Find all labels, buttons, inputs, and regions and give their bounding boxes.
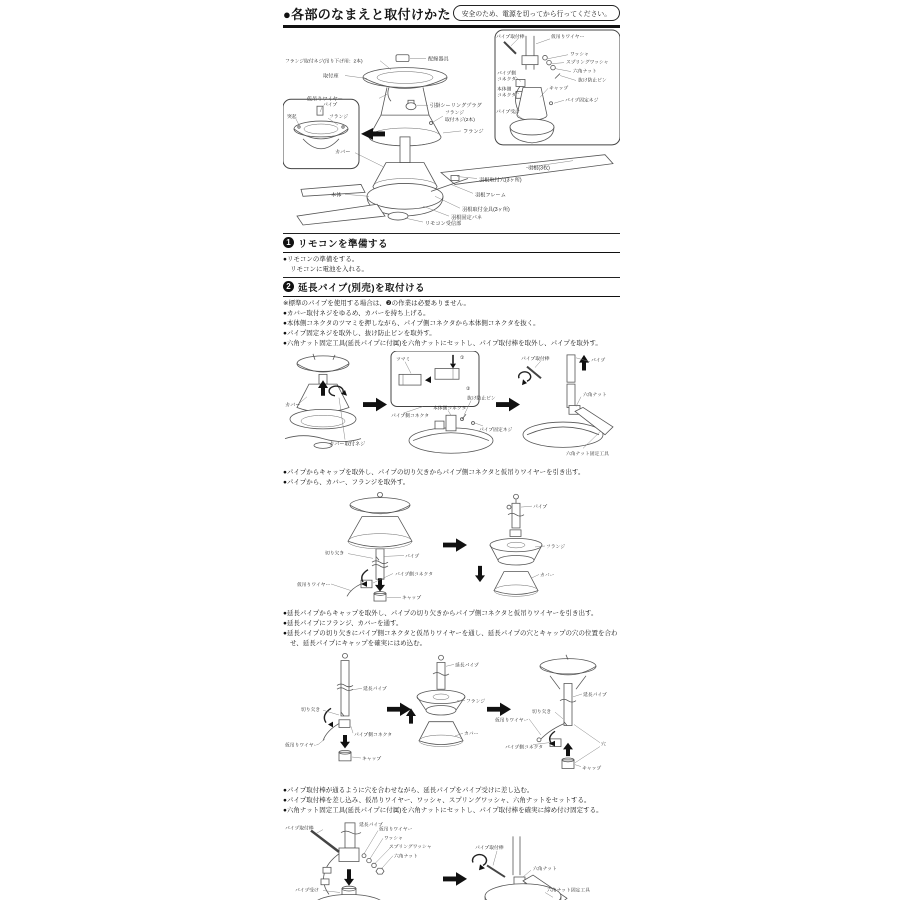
label-blade-frame: 羽根フレーム <box>475 191 506 198</box>
label-hex-nut: 六角ナット <box>394 854 418 860</box>
label-cover: カバー <box>285 402 301 409</box>
label-hole: 穴 <box>601 741 606 747</box>
figure-step2 <box>283 490 620 607</box>
step-line: ●カバー取付ネジをゆるめ、カバーを持ち上げる。 <box>283 309 430 317</box>
label-cover: カバー <box>540 572 555 578</box>
section-1-body <box>283 255 620 275</box>
label-ext-pipe: 延長パイプ <box>455 662 479 668</box>
step-line: リモコンに電池を入れる。 <box>290 265 368 273</box>
page-title: ●各部のなまえと取付けかた <box>283 7 451 22</box>
panel-thread-flange-cover <box>406 656 465 747</box>
label-notch: 切り欠き <box>532 709 552 715</box>
label-pipe-rod: パイプ取付棒 <box>496 34 525 40</box>
label-blades: 羽根(3枚) <box>528 165 550 172</box>
label-pipe-connector: パイプ側コネクタ <box>391 414 430 420</box>
label-spring-washer: スプリングワッシャ <box>389 844 432 850</box>
label-temp-wire: 仮吊りワイヤー <box>285 742 319 748</box>
step-line: ●パイプ固定ネジを取外し、抜け防止ピンを取外す。 <box>283 329 436 337</box>
label-temp-wire: 仮吊りワイヤー <box>297 582 331 587</box>
label-body: 本体 <box>331 191 342 198</box>
section-1-title: リモコンを準備する <box>298 238 389 250</box>
label-cap: キャップ <box>402 595 422 601</box>
step-line: ●六角ナット固定工具(延長パイプに付属)を六角ナットにセットし、パイプ取付棒を確実に締め付け固定する。 <box>283 807 603 815</box>
label-ext-pipe: 延長パイプ <box>359 822 383 828</box>
panel-remove-cover-flange <box>475 494 545 596</box>
label-spring-washer: スプリングワッシャ <box>566 60 609 66</box>
label-blade-fitting: 羽根取付金具(3ヶ所) <box>462 206 510 213</box>
step-line: ●延長パイプにフランジ、カバーを通す。 <box>283 620 403 628</box>
section-1-number: 1 <box>283 237 294 248</box>
step3-drawing <box>283 651 620 779</box>
header <box>283 4 620 23</box>
safety-note: 安全のため、電源を切ってから行ってください。 <box>453 5 620 21</box>
arrow-right-icon <box>487 703 511 716</box>
step2-drawing <box>283 490 620 602</box>
label-blade-holes: 羽根取付穴(3ヶ所) <box>479 176 522 183</box>
label-pipe: パイプ <box>533 504 548 510</box>
label-cap: キャップ <box>549 85 569 91</box>
label-temp-wire: 仮吊りワイヤー <box>306 95 343 102</box>
arrow-right-icon <box>496 398 520 412</box>
label-flange-inset: フランジ <box>329 114 349 120</box>
step-line: ●リモコンの準備をする。 <box>283 255 359 263</box>
figure-step4 <box>283 819 620 900</box>
flange-detail-inset <box>283 99 359 168</box>
panel-pull-out-connector <box>331 492 412 601</box>
figure-overview <box>283 28 620 231</box>
step-line: ●六角ナット固定工具(延長パイプに付属)を六角ナットにセットし、パイプ取付棒を取外し、パイプを取外す。 <box>283 339 602 347</box>
step-line: ●パイプからキャップを取外し、パイプの切り欠きからパイプ側コネクタと仮吊りワイヤーを引き出す。 <box>283 468 585 476</box>
label-pipe-holder: パイプ受け <box>295 888 319 893</box>
label-cover: カバー <box>464 731 479 737</box>
label-washer: ワッシャ <box>570 52 589 58</box>
panel-extpipe-pullout <box>318 654 362 761</box>
label-hex-nut: 六角ナット <box>533 866 557 872</box>
label-flange-screw2-line1: フランジ <box>445 110 465 116</box>
section-1-header <box>283 233 620 253</box>
label-temp-wire-inset: 仮吊りワイヤー <box>551 34 585 40</box>
arrow-right-icon <box>363 398 387 412</box>
arrow-right-icon <box>443 872 467 886</box>
label-notch: 切り欠き <box>325 550 345 556</box>
step4-drawing <box>283 819 620 900</box>
label-pipe-inset: パイプ <box>323 102 338 108</box>
label-pipe-connector: パイプ側コネクタ <box>505 744 544 750</box>
label-cap: キャップ <box>582 765 602 771</box>
label-remote-receiver: リモコン受信部 <box>425 220 462 226</box>
label-body-connector: 本体側コネクタ <box>433 406 467 412</box>
section-2-steps-4 <box>283 786 620 816</box>
label-flange: フランジ <box>466 698 486 704</box>
label-ceiling-plug: 引掛シーリングプラグ <box>430 102 482 109</box>
label-mount-base: 取付座 <box>323 73 339 79</box>
panel-remove-pipe <box>519 355 613 448</box>
label-pipe-connector-line2: コネクタ <box>497 76 517 82</box>
step1-drawing <box>283 351 620 461</box>
label-hex-nut: 六角ナット <box>583 392 607 398</box>
label-cover: カバー <box>335 149 351 156</box>
label-cap: キャップ <box>362 756 382 762</box>
step-line: ●パイプ取付棒を差し込み、仮吊りワイヤー、ワッシャ、スプリングワッシャ、六角ナットをセットする。 <box>283 797 591 805</box>
label-hex-tool: 六角ナット固定工具 <box>566 452 609 458</box>
label-protrusion: 突起 <box>287 114 297 120</box>
label-pipe-fix-screw: パイプ固定ネジ <box>565 97 599 103</box>
label-ext-pipe: 延長パイプ <box>583 692 607 698</box>
label-stop-pin: 抜け防止ピン <box>578 77 607 83</box>
content-column <box>283 4 620 900</box>
label-flange-screw2-line2: 取付ネジ(2本) <box>445 117 475 123</box>
label-temp-wire: 仮吊りワイヤー <box>495 718 529 723</box>
fan-exploded-drawing <box>297 54 613 224</box>
note-line: ※標準のパイプを使用する場合は、❷の作業は必要ありません。 <box>283 299 470 307</box>
label-ext-pipe: 延長パイプ <box>363 686 387 692</box>
step-line: ●本体側コネクタのツマミを押しながら、パイプ側コネクタから本体側コネクタを抜く。 <box>283 319 540 327</box>
step-line: ●延長パイプからキャップを取外し、パイプの切り欠きからパイプ側コネクタと仮吊りワイヤーを引き出す。 <box>283 610 598 618</box>
label-flange: フランジ <box>463 128 484 135</box>
label-circle-2: ② <box>466 386 471 392</box>
label-notch: 切り欠き <box>301 707 321 713</box>
label-pipe-rod: パイプ取付棒 <box>475 845 504 851</box>
label-pipe-fix-screw: パイプ固定ネジ <box>479 427 513 433</box>
panel-insert-extpipe <box>311 822 393 900</box>
section-2-steps-2 <box>283 468 620 488</box>
label-hex-nut: 六角ナット <box>573 69 597 75</box>
label-wiring-device: 配線器具 <box>428 56 449 63</box>
label-circle-1: ① <box>460 355 465 361</box>
label-pipe-rod: パイプ取付棒 <box>285 826 314 832</box>
section-2-steps-1 <box>283 299 620 349</box>
label-temp-wire: 仮吊りワイヤー <box>379 827 413 833</box>
figure-step3 <box>283 651 620 784</box>
panel-lift-cover <box>285 354 361 448</box>
label-blade-spring: 羽根固定バネ <box>451 214 483 221</box>
label-pipe-connector: パイプ側コネクタ <box>395 571 433 577</box>
label-body-connector-line2: コネクタ <box>497 92 517 98</box>
step-line: ●延長パイプの切り欠きにパイプ側コネクタと仮吊りワイヤーを通し、延長パイプの穴とキャップの穴の位置を合わせ、延長パイプにキャップを確実にはめ込む。 <box>283 630 618 648</box>
label-stop-pin: 抜け防止ピン <box>467 396 496 402</box>
label-pipe-holder: パイプ受け <box>496 109 520 115</box>
label-knob: ツマミ <box>396 357 411 363</box>
section-2-steps-3 <box>283 609 620 649</box>
label-pipe-connector-line1: パイプ側 <box>497 71 517 77</box>
label-cover-screw: カバー取付ネジ <box>329 441 366 448</box>
label-hex-tool: 六角ナット固定工具 <box>547 888 591 893</box>
figure-step1 <box>283 351 620 466</box>
label-pipe: パイプ <box>405 553 420 559</box>
panel-disconnect-connector <box>391 351 493 453</box>
section-2-number: 2 <box>283 281 294 292</box>
label-body-connector-line1: 本体側 <box>497 86 512 92</box>
label-pipe: パイプ <box>591 358 606 364</box>
arrow-right-icon <box>443 538 467 551</box>
label-flange: フランジ <box>546 544 565 549</box>
label-washer: ワッシャ <box>384 835 403 841</box>
label-pipe-connector: パイプ側コネクタ <box>354 732 393 738</box>
section-2-header <box>283 277 620 297</box>
step-line: ●パイプから、カバー、フランジを取外す。 <box>283 479 410 486</box>
overview-drawing <box>283 28 620 226</box>
step-line: ●パイプ取付棒が通るように穴を合わせながら、延長パイプをパイプ受けに差し込む。 <box>283 787 534 795</box>
label-flange-screw-hanging: フランジ取付ネジ(吊り下げ用：2本) <box>285 59 363 65</box>
section-2-title: 延長パイプ(別売)を取付ける <box>298 282 426 294</box>
label-pipe-rod: パイプ取付棒 <box>521 356 550 362</box>
